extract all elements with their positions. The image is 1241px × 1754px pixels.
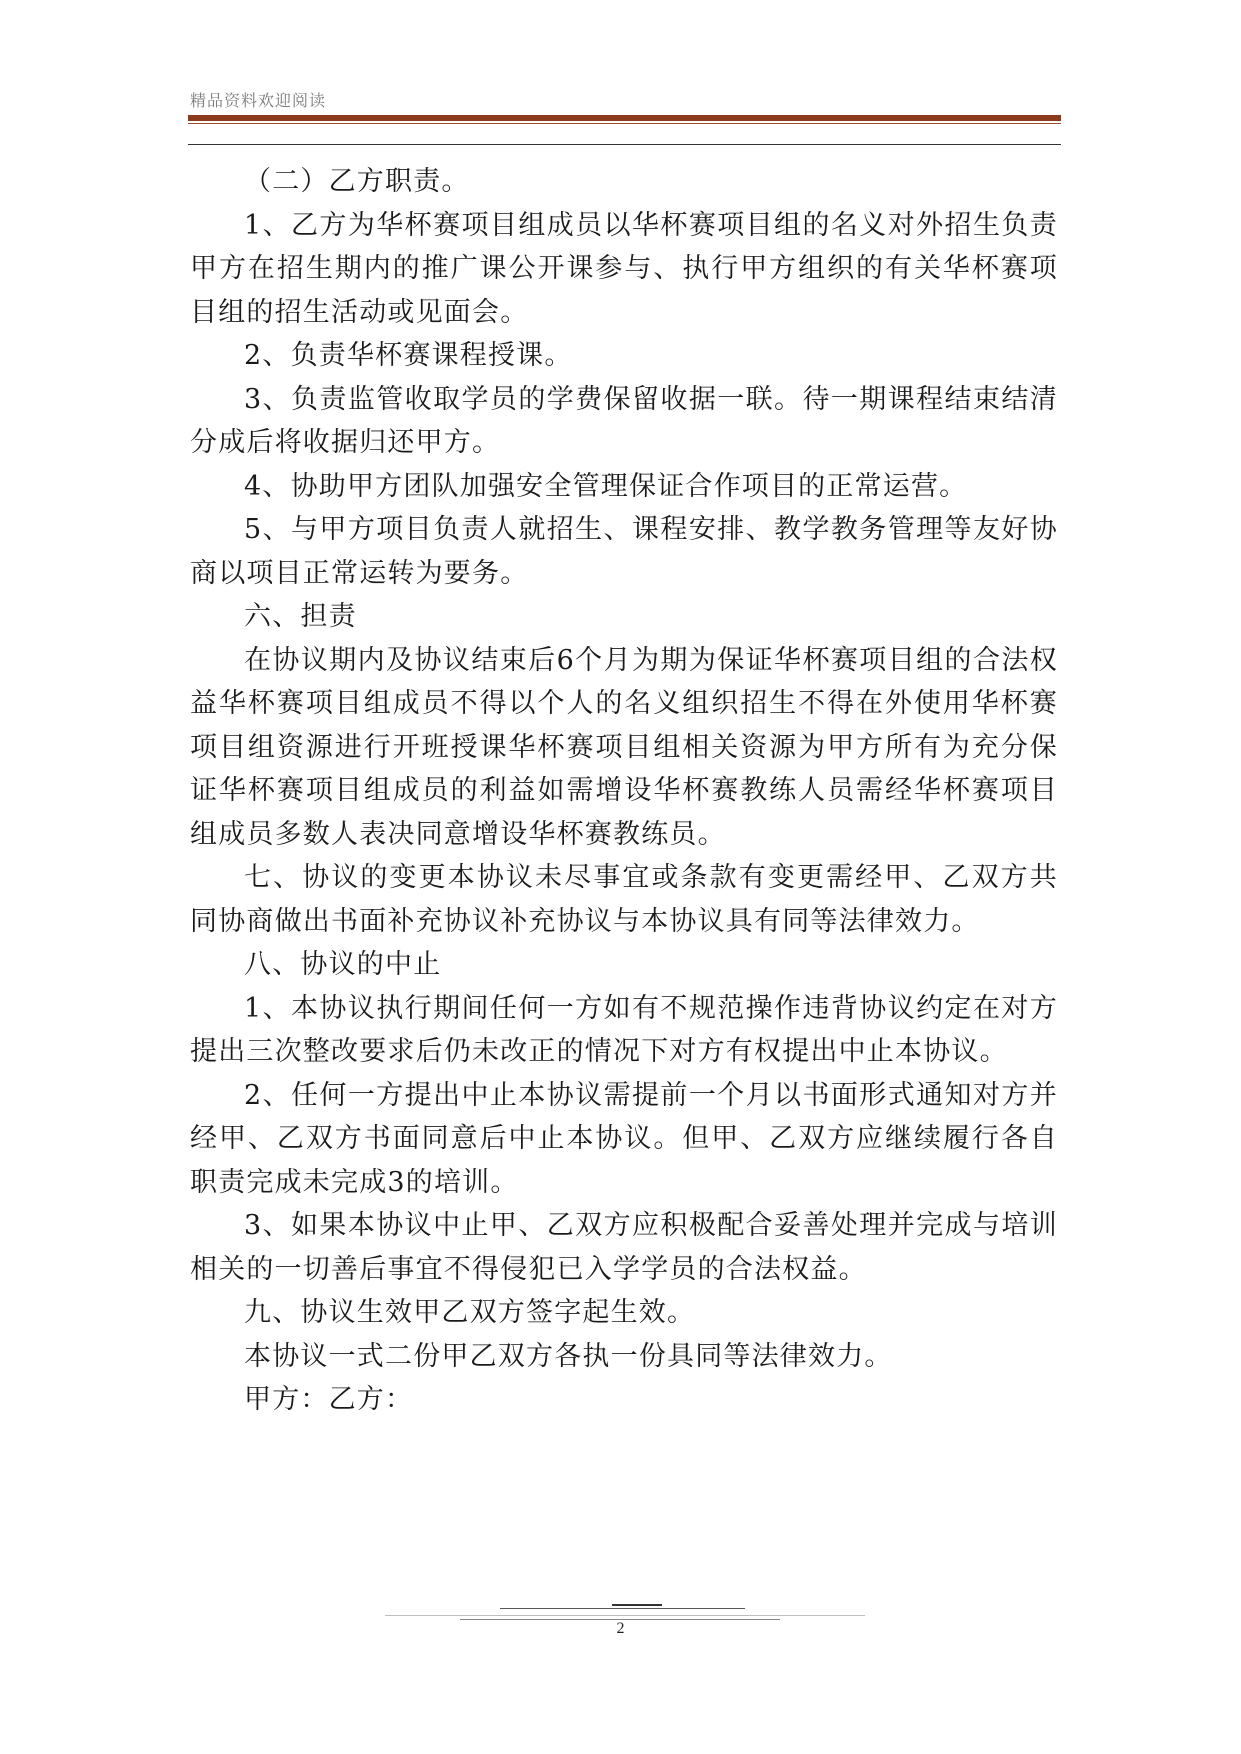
paragraph-termination-1: 1、本协议执行期间任何一方如有不规范操作违背协议约定在对方提出三次整改要求后仍未改正的情况下对方有权提出中止本协议。 xyxy=(190,992,1058,1067)
header-rule-thick xyxy=(188,115,1061,121)
paragraph-section-2-heading: （二）乙方职责。 xyxy=(244,166,470,197)
paragraph-duty-2: 2、负责华杯赛课程授课。 xyxy=(244,340,573,371)
paragraph-section-7: 七、协议的变更本协议未尽事宜或条款有变更需经甲、乙双方共同协商做出书面补充协议补充协议与本协议具有同等法律效力。 xyxy=(190,862,1058,937)
paragraph-duty-5: 5、与甲方项目负责人就招生、课程安排、教学教务管理等友好协商以项目正常运转为要务。 xyxy=(190,514,1058,589)
paragraph-section-6-heading: 六、担责 xyxy=(244,601,357,632)
paragraph-termination-3: 3、如果本协议中止甲、乙双方应积极配合妥善处理并完成与培训相关的一切善后事宜不得侵犯已入学学员的合法权益。 xyxy=(190,1210,1058,1285)
paragraph-section-9: 九、协议生效甲乙双方签字起生效。 xyxy=(244,1297,696,1328)
footer-rule-middle xyxy=(385,1615,865,1616)
paragraph-section-8-heading: 八、协议的中止 xyxy=(244,949,442,980)
paragraph-duty-1: 1、乙方为华杯赛项目组成员以华杯赛项目组的名义对外招生负责甲方在招生期内的推广课公开课参与、执行甲方组织的有关华杯赛项目组的招生活动或见面会。 xyxy=(190,209,1058,328)
header-rule-base xyxy=(188,144,1061,145)
paragraph-copies: 本协议一式二份甲乙双方各执一份具同等法律效力。 xyxy=(244,1340,893,1372)
page-number: 2 xyxy=(616,1620,625,1637)
header-rule-thin xyxy=(188,123,1061,124)
paragraph-duty-4: 4、协助甲方团队加强安全管理保证合作项目的正常运营。 xyxy=(244,470,968,502)
paragraph-duty-3: 3、负责监管收取学员的学费保留收据一联。待一期课程结束结清分成后将收据归还甲方。 xyxy=(190,383,1058,458)
footer-mark xyxy=(612,1604,662,1606)
document-body xyxy=(190,160,1058,1422)
paragraph-signatures: 甲方：乙方： xyxy=(244,1384,414,1415)
paragraph-section-6-body: 在协议期内及协议结束后6个月为期为保证华杯赛项目组的合法权益华杯赛项目组成员不得以个人的名义组织招生不得在外使用华杯赛项目组资源进行开班授课华杯赛项目组相关资源为甲方所有为充分保证华杯赛项目组成员的利益如需增设华杯赛教练人员需经华杯赛项目组成员多数人表决同意增设华杯赛教练员。 xyxy=(190,644,1058,850)
footer-rule-top xyxy=(500,1608,745,1609)
paragraph-termination-2: 2、任何一方提出中止本协议需提前一个月以书面形式通知对方并经甲、乙双方书面同意后中止本协议。但甲、乙双方应继续履行各自职责完成未完成3的培训。 xyxy=(190,1079,1058,1198)
page-header-text: 精品资料欢迎阅读 xyxy=(190,91,327,110)
